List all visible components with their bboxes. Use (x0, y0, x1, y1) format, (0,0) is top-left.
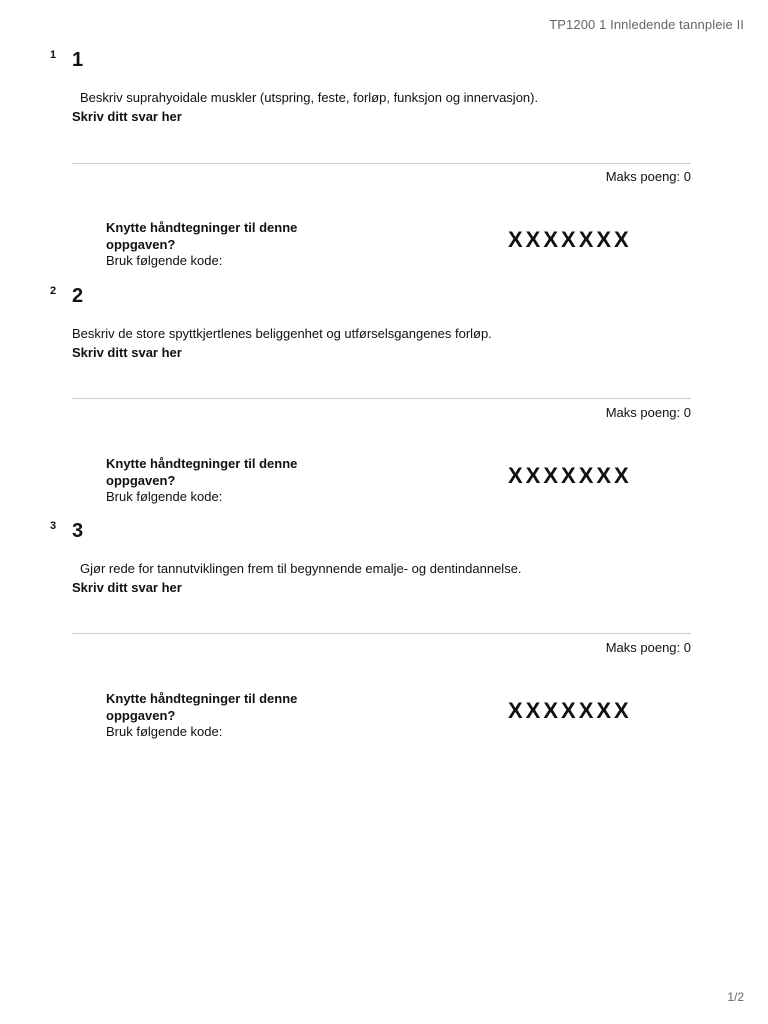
drawing-code: XXXXXXX (508, 463, 632, 488)
question-3 (0, 520, 768, 750)
page-number: 1/2 (727, 990, 744, 1004)
hand-drawing-question: Knytte håndtegninger til denne oppgaven? (106, 220, 298, 252)
question-1 (0, 49, 768, 279)
answer-label: Skriv ditt svar her (72, 109, 182, 124)
document-header: TP1200 1 Innledende tannpleie II (549, 17, 744, 32)
hand-drawing-prompt (106, 456, 346, 506)
question-index: 1 (50, 49, 57, 61)
drawing-code: XXXXXXX (508, 227, 632, 252)
code-label: Bruk følgende kode: (106, 253, 223, 268)
hand-drawing-prompt (106, 691, 346, 741)
answer-divider (72, 163, 691, 164)
question-2 (0, 285, 768, 515)
question-title: 1 (72, 49, 84, 71)
max-points: Maks poeng: 0 (605, 169, 691, 184)
hand-drawing-prompt (106, 220, 346, 270)
hand-drawing-question: Knytte håndtegninger til denne oppgaven? (106, 691, 298, 723)
question-title: 2 (72, 285, 84, 307)
answer-divider (72, 398, 691, 399)
question-text: Beskriv suprahyoidale muskler (utspring, feste, forløp, funksjon og innervasjon). (80, 90, 539, 105)
question-index: 3 (50, 520, 57, 532)
question-text: Beskriv de store spyttkjertlenes beliggenhet og utførselsgangenes forløp. (72, 326, 492, 341)
answer-label: Skriv ditt svar her (72, 580, 182, 595)
question-index: 2 (50, 285, 57, 297)
answer-label: Skriv ditt svar her (72, 345, 182, 360)
hand-drawing-question: Knytte håndtegninger til denne oppgaven? (106, 456, 298, 488)
max-points: Maks poeng: 0 (605, 640, 691, 655)
question-text: Gjør rede for tannutviklingen frem til begynnende emalje- og dentindannelse. (80, 561, 522, 576)
question-title: 3 (72, 520, 84, 542)
code-label: Bruk følgende kode: (106, 724, 223, 739)
code-label: Bruk følgende kode: (106, 489, 223, 504)
max-points: Maks poeng: 0 (605, 405, 691, 420)
answer-divider (72, 633, 691, 634)
drawing-code: XXXXXXX (508, 698, 632, 723)
